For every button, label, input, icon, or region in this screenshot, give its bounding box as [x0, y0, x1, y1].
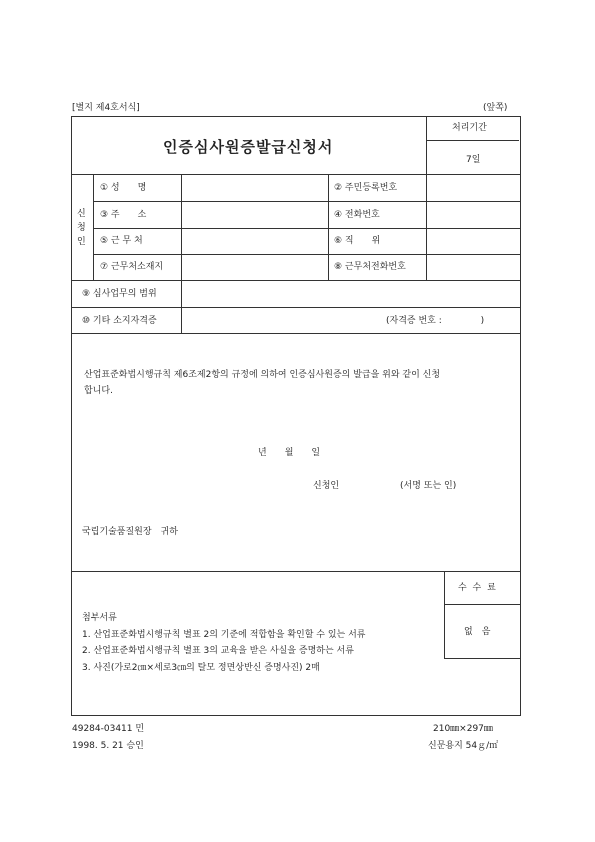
fee-label: 수 수 료	[458, 583, 496, 593]
position-label: ⑥ 직 위	[334, 236, 381, 246]
resident-number-field[interactable]	[427, 175, 519, 201]
workplace-field[interactable]	[182, 229, 328, 254]
workplace-phone-field[interactable]	[427, 255, 519, 280]
phone-field[interactable]	[427, 202, 519, 228]
position-field[interactable]	[427, 229, 519, 254]
attachments-title: 첨부서류	[82, 613, 117, 623]
other-certificates-label: ⑩ 기타 소지자격증	[82, 316, 157, 326]
processing-period-value: 7일	[466, 155, 481, 165]
applicant-sign-label: 신청인	[313, 481, 340, 491]
name-label: ① 성 명	[100, 183, 147, 193]
name-field[interactable]	[182, 175, 328, 201]
certificate-number-label: (자격증 번호 : )	[386, 316, 485, 326]
paper-type: 신문용지 54ｇ/㎡	[428, 741, 499, 751]
scope-label: ⑨ 심사업무의 범위	[82, 289, 157, 299]
form-code: 49284-03411 민	[72, 724, 145, 734]
application-statement-line1: 산업표준화법시행규칙 제6조제2항의 규정에 의하여 인증심사원증의 발급을 위와 같이 신청	[84, 370, 441, 380]
address-field[interactable]	[182, 202, 328, 228]
signature-field[interactable]	[345, 476, 395, 494]
workplace-label: ⑤ 근 무 처	[100, 236, 143, 246]
form-number: [별지 제4호서식]	[72, 103, 140, 113]
phone-label: ④ 전화번호	[334, 210, 380, 220]
fee-value: 없 음	[464, 627, 491, 637]
other-certificates-field[interactable]	[182, 308, 382, 333]
resident-number-label: ② 주민등록번호	[334, 183, 398, 193]
application-statement-line2: 합니다.	[84, 386, 113, 396]
processing-period-label: 처리기간	[452, 123, 487, 133]
applicant-group-label: 신 청 인	[77, 209, 86, 247]
workplace-address-field[interactable]	[182, 255, 328, 280]
page-side-label: (앞쪽)	[483, 103, 508, 113]
scope-field[interactable]	[182, 281, 519, 307]
attachment-item-2: 2. 산업표준화법시행규칙 별표 3의 교육을 받은 사실을 증명하는 서류	[82, 646, 354, 656]
approval-date: 1998. 5. 21 승인	[72, 741, 144, 751]
attachment-item-3: 3. 사진(가로2㎝×세로3㎝의 탈모 정면상반신 증명사진) 2매	[82, 663, 320, 673]
workplace-phone-label: ⑧ 근무처전화번호	[334, 262, 406, 272]
date-line: 년 월 일	[258, 448, 321, 458]
sign-hint: (서명 또는 인)	[400, 481, 457, 491]
address-label: ③ 주 소	[100, 210, 147, 220]
form-title: 인증심사원증발급신청서	[163, 138, 334, 156]
addressee: 국립기술품질원장 귀하	[82, 527, 178, 537]
attachment-item-1: 1. 산업표준화법시행규칙 별표 2의 기준에 적합함을 확인할 수 있는 서류	[82, 630, 366, 640]
paper-size: 210㎜×297㎜	[433, 724, 493, 734]
workplace-address-label: ⑦ 근무처소재지	[100, 262, 164, 272]
